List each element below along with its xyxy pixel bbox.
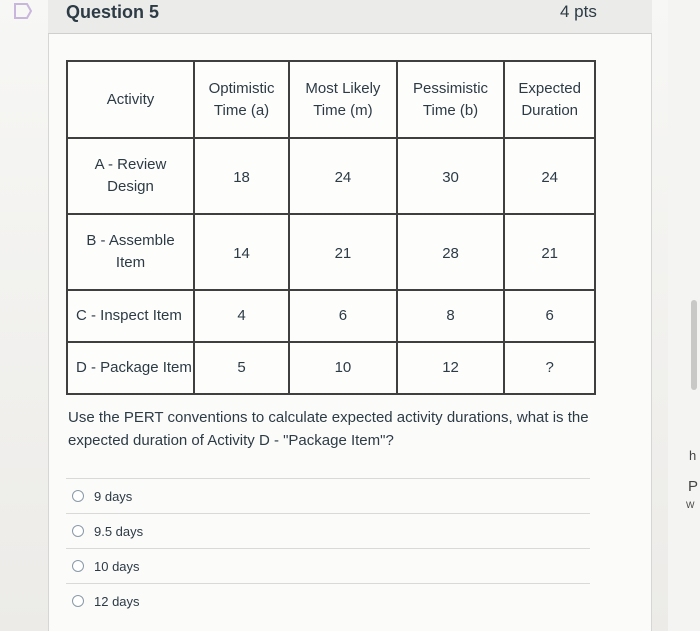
answer-option[interactable] [66, 548, 590, 583]
most-likely-cell: 10 [289, 342, 397, 394]
flag-question-icon[interactable] [12, 2, 34, 20]
edge-glyph: W [686, 500, 695, 510]
table-row [67, 290, 595, 342]
pert-table [66, 60, 596, 395]
pessimistic-cell: 30 [397, 138, 505, 214]
activity-cell: B - Assemble Item [67, 214, 194, 290]
answer-label: 12 days [94, 593, 140, 609]
table-header-row [67, 61, 595, 138]
answer-label: 9 days [94, 488, 133, 504]
column-header-pessimistic: Pessimistic Time (b) [397, 61, 505, 138]
column-header-most-likely: Most Likely Time (m) [289, 61, 397, 138]
question-title: Question 5 [66, 2, 160, 22]
scrollbar-thumb[interactable] [691, 300, 697, 390]
pessimistic-cell: 8 [397, 290, 505, 342]
pessimistic-cell: 12 [397, 342, 505, 394]
optimistic-cell: 4 [194, 290, 289, 342]
answer-option[interactable] [66, 583, 590, 618]
radio-button[interactable] [72, 560, 84, 572]
table-row [67, 214, 595, 290]
activity-cell: A - Review Design [67, 138, 194, 214]
question-text: Use the PERT conventions to calculate expected activity durations, what is the expected duration of Activity D - "Package Item"? [68, 409, 589, 449]
column-header-activity: Activity [67, 61, 194, 138]
radio-button[interactable] [72, 595, 84, 607]
radio-button[interactable] [72, 525, 84, 537]
optimistic-cell: 5 [194, 342, 289, 394]
answer-label: 10 days [94, 558, 140, 574]
column-header-optimistic: Optimistic Time (a) [194, 61, 289, 138]
answer-option[interactable] [66, 513, 590, 548]
activity-cell: C - Inspect Item [67, 290, 194, 342]
most-likely-cell: 21 [289, 214, 397, 290]
answer-label: 9.5 days [94, 523, 144, 539]
most-likely-cell: 6 [289, 290, 397, 342]
table-row [67, 138, 595, 214]
answer-option[interactable] [66, 478, 590, 513]
pessimistic-cell: 28 [397, 214, 505, 290]
edge-glyph: h [689, 448, 697, 463]
activity-cell: D - Package Item [67, 342, 194, 394]
table-row [67, 342, 595, 394]
expected-cell: 6 [504, 290, 595, 342]
expected-cell: ? [504, 342, 595, 394]
optimistic-cell: 14 [194, 214, 289, 290]
most-likely-cell: 24 [289, 138, 397, 214]
edge-glyph: P [688, 478, 699, 495]
optimistic-cell: 18 [194, 138, 289, 214]
answer-list [66, 478, 590, 618]
expected-cell: 24 [504, 138, 595, 214]
question-points: 4 pts [560, 2, 597, 21]
column-header-expected: Expected Duration [504, 61, 595, 138]
expected-cell: 21 [504, 214, 595, 290]
radio-button[interactable] [72, 490, 84, 502]
